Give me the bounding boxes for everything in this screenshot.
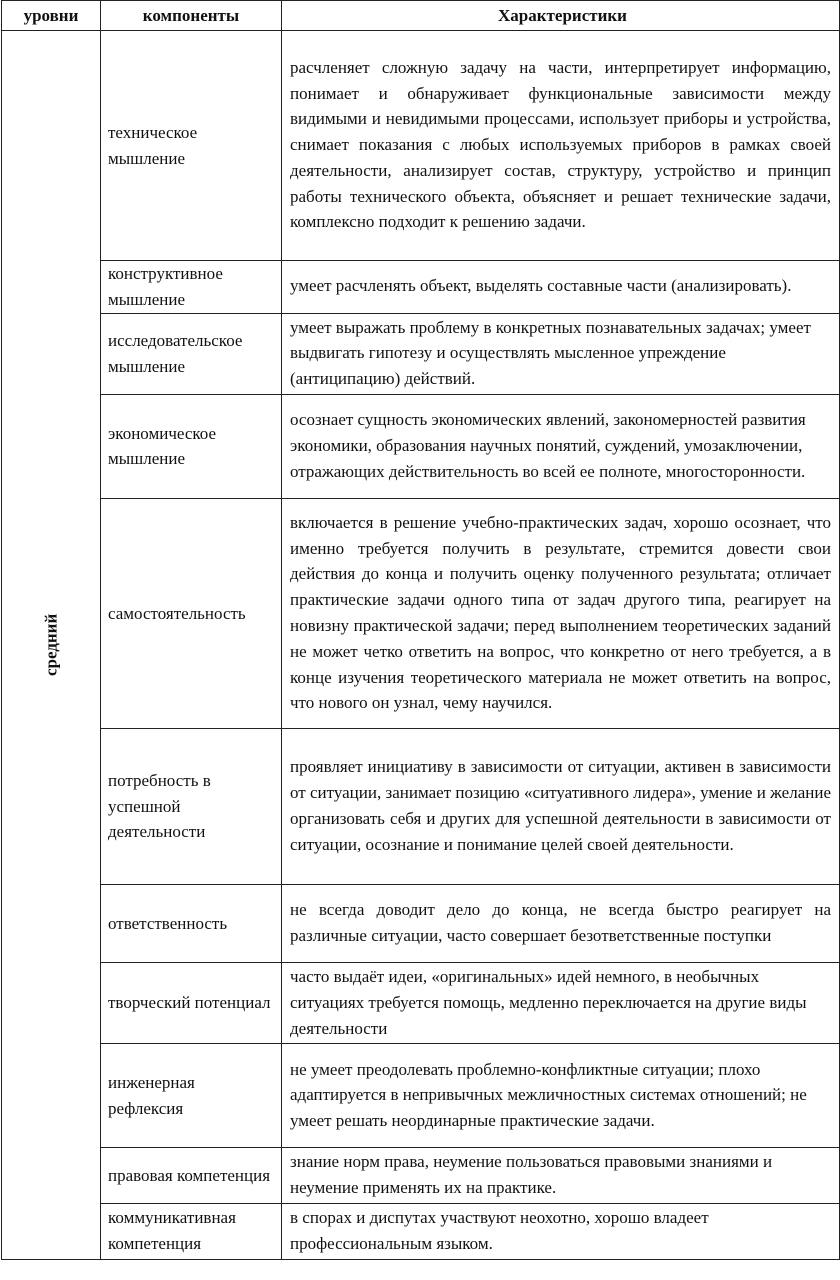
component-cell: творческий потенциал — [101, 962, 282, 1043]
table-row — [2, 31, 840, 261]
description-cell: часто выдаёт идеи, «оригинальных» идей немного, в необычных ситуациях требуется помощь, медленно переключается на другие виды деятельности — [282, 962, 840, 1043]
table-row — [2, 1203, 840, 1259]
level-cell — [2, 31, 101, 1260]
table-row — [2, 498, 840, 728]
component-cell: ответственность — [101, 884, 282, 962]
description-cell: включается в решение учебно-практических задач, хорошо осознает, что именно требуется получить в результате, стремится довести свои действия до конца и получить оценку полученного результата; отличает практические задачи одного типа от задач другого типа, реагирует на новизну практической задачи; перед выполнением теоретических заданий не может четко ответить на вопрос, что конкретно от него требуется, а в конце изучения теоретического материала не может ответить на вопрос, что нового он узнал, чему научился. — [282, 498, 840, 728]
component-cell: конструктивное мышление — [101, 261, 282, 314]
description-cell: проявляет инициативу в зависимости от ситуации, активен в зависимости от ситуации, занимает позицию «ситуативного лидера», умение и желание организовать себя и других для успешной деятельности в зависимости от ситуации, осознание и понимание целей своей деятельности. — [282, 728, 840, 884]
description-cell: умеет расчленять объект, выделять составные части (анализировать). — [282, 261, 840, 314]
header-components: компоненты — [101, 1, 282, 31]
component-cell: экономическое мышление — [101, 394, 282, 498]
description-cell: в спорах и диспутах участвуют неохотно, хорошо владеет профессиональным языком. — [282, 1203, 840, 1259]
table-row — [2, 394, 840, 498]
table-row — [2, 728, 840, 884]
level-label: средний — [41, 613, 61, 676]
characteristics-table — [1, 0, 840, 1260]
component-cell: самостоятельность — [101, 498, 282, 728]
table-row — [2, 1148, 840, 1204]
table-row — [2, 962, 840, 1043]
table-row — [2, 884, 840, 962]
description-cell: не всегда доводит дело до конца, не всегда быстро реагирует на различные ситуации, часто совершает безответственные поступки — [282, 884, 840, 962]
component-cell: техническое мышление — [101, 31, 282, 261]
table-row — [2, 261, 840, 314]
table-row — [2, 313, 840, 394]
description-cell: не умеет преодолевать проблемно-конфликтные ситуации; плохо адаптируется в непривычных межличностных системах отношений; не умеет решать неординарные практические задачи. — [282, 1044, 840, 1148]
component-cell: коммуникативная компетенция — [101, 1203, 282, 1259]
description-cell: умеет выражать проблему в конкретных познавательных задачах; умеет выдвигать гипотезу и осуществлять мысленное упреждение (антиципацию) действий. — [282, 313, 840, 394]
component-cell: инженерная рефлексия — [101, 1044, 282, 1148]
description-cell: знание норм права, неумение пользоваться правовыми знаниями и неумение применять их на практике. — [282, 1148, 840, 1204]
header-level: уровни — [2, 1, 101, 31]
description-cell: расчленяет сложную задачу на части, интерпретирует информацию, понимает и обнаруживает функциональные зависимости между видимыми и невидимыми процессами, использует приборы и устройства, снимает показания с любых используемых приборов в рамках своей деятельности, анализирует состав, структуру, устройство и принцип работы технического объекта, объясняет и решает технические задачи, комплексно подходит к решению задачи. — [282, 31, 840, 261]
header-row — [2, 1, 840, 31]
table-row — [2, 1044, 840, 1148]
component-cell: правовая компетенция — [101, 1148, 282, 1204]
description-cell: осознает сущность экономических явлений, закономерностей развития экономики, образования научных понятий, суждений, умозаключении, отражающих действительность во всей ее полноте, многосторонности. — [282, 394, 840, 498]
component-cell: потребность в успешной деятельности — [101, 728, 282, 884]
header-characteristics: Характеристики — [282, 1, 840, 31]
component-cell: исследовательское мышление — [101, 313, 282, 394]
